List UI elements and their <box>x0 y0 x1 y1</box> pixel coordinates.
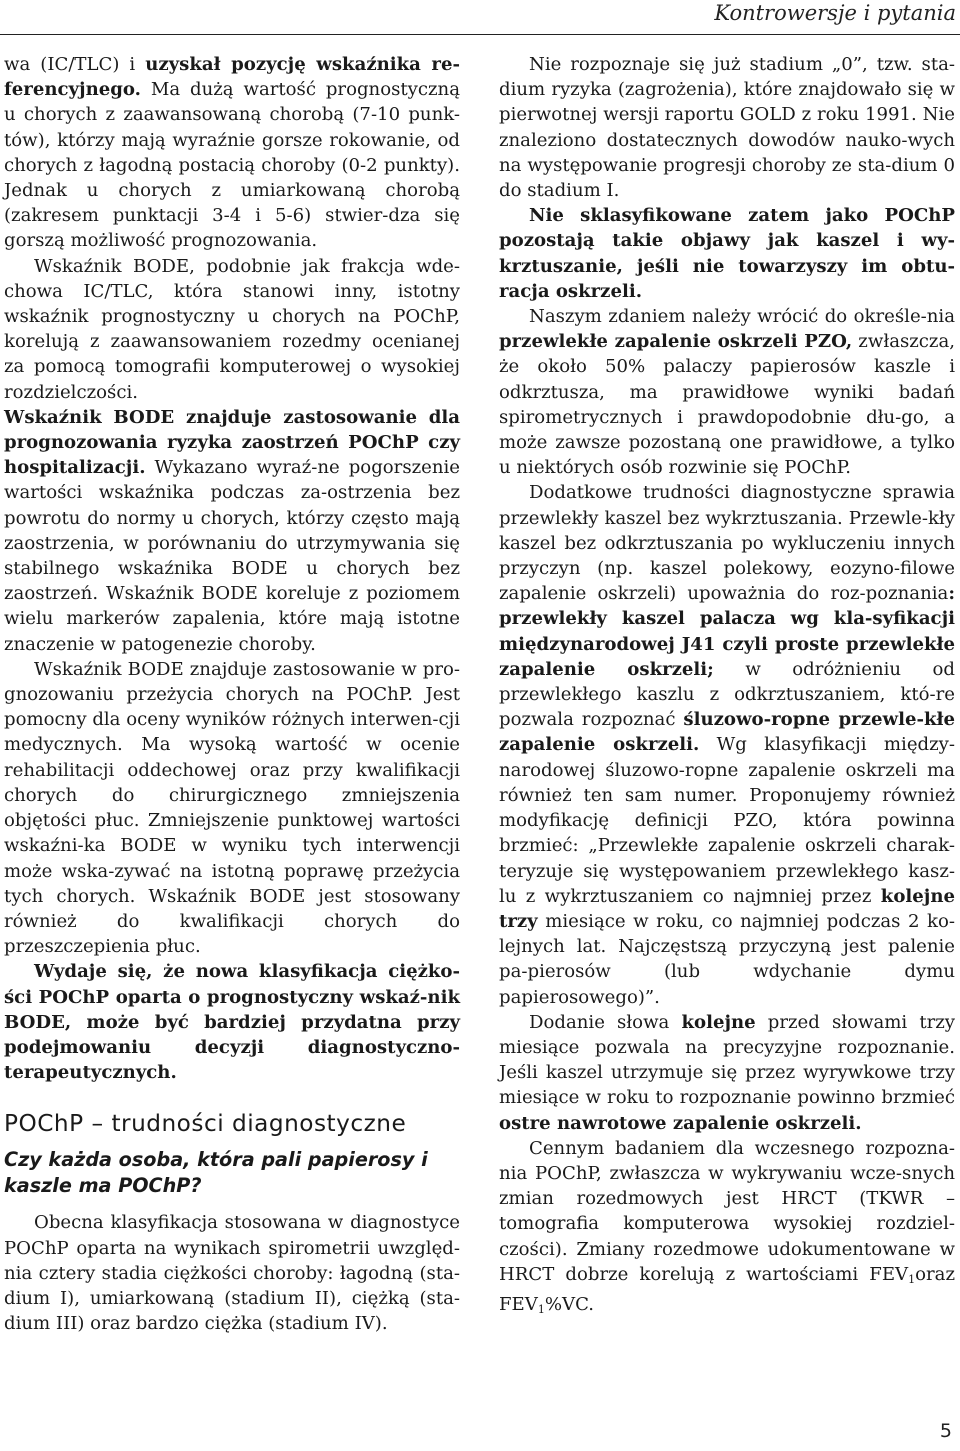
subsection-title: Czy każda osoba, która pali papierosy i kaszle ma POChP? <box>4 1148 428 1198</box>
emphasized-text: ostre nawrotowe zapalenie oskrzeli. <box>499 1112 862 1134</box>
left-column <box>4 52 460 1336</box>
emphasized-text: kolejne trzy <box>499 885 955 932</box>
text-run: Dodanie słowa <box>529 1011 682 1033</box>
text-run: Cennym badaniem dla wczesnego rozpozna-nia POChP, zwłaszcza w wykrywaniu wcze-snych zmian rozedmowych jest HRCT (TKWR – tomografia komputerowa wysokiej rozdziel-czości). Zmiany rozedmowe udokumentowane w HRCT dobrze korelują z wartościami FEV <box>499 1137 955 1285</box>
text-run: Ma dużą wartość prognostyczną u chorych z zaawansowaną chorobą (7-10 punk-tów), którzy mają wyraźnie gorsze rokowanie, od chorych z łagodną postacią choroby (0-2 punkty). Jednak u chorych z umiarkowaną chorobą (zakresem punktacji 3-4 i 5-6) stwier-dza się gorszą możliwość prognozowania. <box>4 79 460 252</box>
subscript: 1 <box>908 1272 916 1286</box>
running-header <box>0 0 960 35</box>
paragraph <box>4 52 460 254</box>
text-run: miesiące w roku, co najmniej podczas 2 ko-lejnych lat. Najczęstszą przyczyną jest palenie pa-pierosów (lub wdychanie dymu papierosowego)”. <box>499 910 955 1008</box>
subscript: 1 <box>537 1302 545 1316</box>
paragraph <box>4 405 460 657</box>
text-run: wa (IC/TLC) i <box>4 54 146 75</box>
running-title: Kontrowersje i pytania <box>714 1 956 25</box>
emphasized-text: : przewlekły kaszel palacza wg kla-syfikacji międzynarodowej J41 czyli proste przewlekłe zapalenie oskrzeli; <box>499 583 955 680</box>
paragraph <box>499 1010 955 1136</box>
text-run: Wykazano wyraź-ne pogorszenie wartości wskaźnika podczas za-ostrzenia bez powrotu do normy u chorych, którzy często mają zaostrzenia, w porównaniu do utrzymywania się stabilnego wskaźnika BODE u chorych bez zaostrzeń. Wskaźnik BODE koreluje z poziomem wielu markerów zapalenia, które mają istotne znaczenie w patogenezie choroby. <box>4 457 460 655</box>
page-number: 5 <box>939 1420 952 1442</box>
paragraph: Nie rozpoznaje się już stadium „0”, tzw. sta-dium ryzyka (zagrożenia), które znajdowało się w pierwotnej wersji raportu GOLD z roku 1991. Nie znaleziono dostatecznych dowodów nauko-wych na występowanie progresji choroby ze sta-dium 0 do stadium I. <box>499 54 955 202</box>
text-run: zwłaszcza, że około 50% palaczy papierosów kaszle i odkrztusza, ma prawidłowe wyniki badań spirometrycznych i prawdopodobnie dłu-go, a może zawsze pozostaną one prawidłowe, a tylko u niektórych osób rozwinie się POChP. <box>499 331 956 479</box>
text-run: Naszym zdaniem należy wrócić do określe-nia <box>529 306 955 328</box>
emphasized-paragraph: Wydaje się, że nowa klasyfikacja ciężko-ści POChP oparta o prognostyczny wskaź-nik BODE, może być bardziej przydatna przy podejmowaniu decyzji diagnostyczno-terapeutycznych. <box>4 961 460 1084</box>
paragraph <box>499 1136 955 1322</box>
paragraph: Obecna klasyfikacja stosowana w diagnostyce POChP oparta na wynikach spirometrii uwzględ-nia cztery stadia ciężkości choroby: łagodną (sta-dium I), umiarkowaną (stadium II), ciężką (sta-dium III) oraz bardzo ciężka (stadium IV). <box>4 1212 460 1335</box>
text-run: przed słowami trzy miesiące pozwala na precyzyjne rozpoznanie. Jeśli kaszel utrzymuje się przez wyrywkowe trzy miesiące w roku to rozpoznanie powinno brzmieć <box>499 1011 956 1109</box>
emphasized-text: Wskaźnik BODE znajduje zastosowanie dla prognozowania ryzyka zaostrzeń POChP czy hospitalizacji. <box>4 406 460 479</box>
text-run: w odróżnieniu od przewlekłego kaszlu z odkrztuszaniem, któ-re pozwala rozpoznać <box>499 658 956 731</box>
text-run: Wg klasyfikacji między-narodowej śluzowo-ropne zapalenie oskrzeli ma również ten sam numer. Proponujemy również modyfikację definicji PZO, która powinna brzmieć: „Przewlekłe zapalenie oskrzeli charak-teryzuje się występowaniem przewlekłego kasz-lu z wykrztuszaniem co najmniej przez <box>499 734 955 907</box>
emphasized-paragraph: Nie sklasyfikowane zatem jako POChP pozostają takie objawy jak kaszel i wy-krztuszanie, jeśli nie towarzyszy im obtu-racja oskrzeli. <box>499 205 955 302</box>
paragraph <box>499 480 955 1009</box>
section-title: POChP – trudności diagnostyczne <box>4 1110 407 1138</box>
paragraph: Wskaźnik BODE, podobnie jak frakcja wde-chowa IC/TLC, która stanowi inny, istotny wskaźnik prognostyczny u chorych na POChP, korelują z zaawansowaniem rozedmy ocenianej za pomocą tomografii komputerowej o wysokiej rozdzielczości. <box>4 255 460 403</box>
paragraph: Wskaźnik BODE znajduje zastosowanie w pro-gnozowaniu przeżycia chorych na POChP. Jest pomocny dla oceny wyników różnych interwen-cji medycznych. Ma wysoką wartość w ocenie rehabilitacji oddechowej oraz przy kwalifikacji chorych do chirurgicznego zmniejszenia objętości płuc. Zmniejszenie punktowej wartości wskaźni-ka BODE w wyniku tych interwencji może wska-zywać na istotną poprawę przeżycia tych chorych. Wskaźnik BODE jest stosowany również do kwalifikacji chorych do przeszczepienia płuc. <box>4 658 460 958</box>
emphasized-text: przewlekłe zapalenie oskrzeli PZO, <box>499 331 853 353</box>
text-run: Dodatkowe trudności diagnostyczne sprawia przewlekły kaszel bez wykrztuszania. Przewle-kły kaszel bez odkrztuszania po wykluczeniu innych przyczyn (np. kaszel polekowy, eozyno-filowe zapalenie oskrzeli) upoważnia do roz-poznania <box>499 482 955 605</box>
emphasized-text: śluzowo-ropne przewle-kłe zapalenie oskrzeli. <box>499 709 955 756</box>
paragraph <box>499 304 955 480</box>
emphasized-text: kolejne <box>681 1011 756 1033</box>
text-run: oraz FEV <box>499 1263 955 1315</box>
right-column <box>499 52 955 1322</box>
emphasized-text: uzyskał pozycję wskaźnika re-ferencyjnego. <box>4 54 460 101</box>
text-run: %VC. <box>544 1293 595 1315</box>
